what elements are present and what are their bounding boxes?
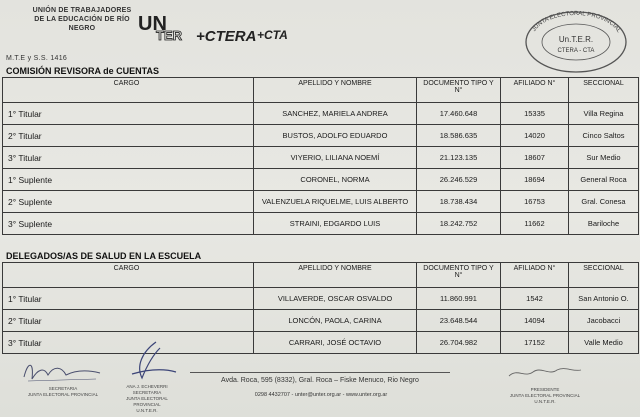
cell-seccional: Cinco Saltos — [569, 125, 639, 147]
header-cargo: CARGO — [3, 263, 254, 288]
table-row — [3, 169, 639, 191]
footer-contact: 0298 4432707 - unter@unter.org.ar - www.unter.org.ar — [254, 392, 388, 398]
table-row — [3, 310, 639, 332]
cell-cargo: 2° Titular — [3, 310, 254, 332]
cell-cargo: 1° Titular — [3, 103, 254, 125]
cell-documento: 18.242.752 — [417, 213, 501, 235]
cell-documento: 11.860.991 — [417, 288, 501, 310]
cell-afiliado: 14020 — [501, 125, 569, 147]
cell-documento: 26.704.982 — [417, 332, 501, 354]
cell-seccional: Jacobacci — [569, 310, 639, 332]
footer-divider — [190, 372, 450, 373]
union-line-2: DE LA EDUCACIÓN DE RÍO NEGRO — [34, 16, 130, 32]
cell-afiliado: 16753 — [501, 191, 569, 213]
electoral-stamp — [524, 10, 628, 74]
signature-middle — [112, 338, 182, 388]
header-documento: DOCUMENTO TIPO Y N° — [417, 263, 501, 288]
unter-logo — [138, 10, 188, 44]
sig-right-line-3: U.N.T.E.R. — [534, 399, 556, 404]
cell-seccional: Villa Regina — [569, 103, 639, 125]
cell-nombre: SANCHEZ, MARIELA ANDREA — [254, 103, 417, 125]
cell-cargo: 3° Titular — [3, 147, 254, 169]
svg-text:JUNTA ELECTORAL PROVINCIAL — [531, 11, 622, 34]
cell-cargo: 1° Suplente — [3, 169, 254, 191]
cell-nombre: CARRARI, JOSÉ OCTAVIO — [254, 332, 417, 354]
cell-documento: 17.460.648 — [417, 103, 501, 125]
salud-table — [2, 262, 639, 354]
sig-left-line-2: JUNTA ELECTORAL PROVINCIAL — [27, 392, 99, 397]
sig-mid-line-4: U.N.T.E.R. — [136, 408, 158, 413]
cell-nombre: VIYERIO, LILIANA NOEMÍ — [254, 147, 417, 169]
header-seccional: SECCIONAL — [569, 78, 639, 103]
sig-right-line-1: PRESIDENTE — [530, 387, 560, 392]
cell-seccional: Sur Medio — [569, 147, 639, 169]
cell-documento: 18.738.434 — [417, 191, 501, 213]
cell-nombre: STRAINI, EDGARDO LUIS — [254, 213, 417, 235]
cell-seccional: General Roca — [569, 169, 639, 191]
revisora-header-row — [3, 78, 639, 103]
cell-nombre: VILLAVERDE, OSCAR OSVALDO — [254, 288, 417, 310]
header-nombre: APELLIDO Y NOMBRE — [254, 78, 417, 103]
salud-title: DELEGADOS/AS DE SALUD EN LA ESCUELA — [6, 251, 202, 261]
union-name — [22, 6, 142, 33]
table-row — [3, 332, 639, 354]
table-row — [3, 125, 639, 147]
header-cargo: CARGO — [3, 78, 254, 103]
stamp-ctera: CTERA - CTA — [557, 48, 595, 54]
table-row — [3, 191, 639, 213]
stamp-arc-text: JUNTA ELECTORAL PROVINCIAL — [531, 10, 622, 34]
cell-documento: 18.586.635 — [417, 125, 501, 147]
svg-text:UN: UN — [138, 13, 167, 35]
table-row — [3, 213, 639, 235]
cell-seccional: Bariloche — [569, 213, 639, 235]
cell-afiliado: 18694 — [501, 169, 569, 191]
cell-documento: 23.648.544 — [417, 310, 501, 332]
sig-right-line-2: JUNTA ELECTORAL PROVINCIAL — [509, 393, 581, 398]
cell-nombre: CORONEL, NORMA — [254, 169, 417, 191]
footer-address: Avda. Roca, 595 (8332), Gral. Roca – Fiske Menuco, Rio Negro — [221, 377, 419, 384]
header-seccional: SECCIONAL — [569, 263, 639, 288]
table-row — [3, 288, 639, 310]
salud-header-row — [3, 263, 639, 288]
sig-mid-line-1: ANA J. ECHEVERRI — [126, 384, 168, 389]
cell-cargo: 2° Titular — [3, 125, 254, 147]
cell-nombre: VALENZUELA RIQUELME, LUIS ALBERTO — [254, 191, 417, 213]
cell-nombre: LONCÓN, PAOLA, CARINA — [254, 310, 417, 332]
cell-cargo: 3° Suplente — [3, 213, 254, 235]
sig-mid-line-3: JUNTA ELECTORAL PROVINCIAL — [126, 396, 168, 407]
revisora-table — [2, 77, 639, 235]
cell-documento: 21.123.135 — [417, 147, 501, 169]
cell-cargo: 3° Titular — [3, 332, 254, 354]
cell-afiliado: 11662 — [501, 213, 569, 235]
registry-number: M.T.E y S.S. 1416 — [6, 55, 68, 62]
cell-cargo: 1° Titular — [3, 288, 254, 310]
sig-right-text — [500, 387, 590, 405]
signature-right — [505, 358, 585, 390]
cell-afiliado: 17152 — [501, 332, 569, 354]
cell-seccional: Valle Medio — [569, 332, 639, 354]
header-documento: DOCUMENTO TIPO Y N° — [417, 78, 501, 103]
ctera-logo: +CTERA — [196, 28, 257, 45]
cell-afiliado: 18607 — [501, 147, 569, 169]
sig-left-text — [18, 386, 108, 398]
sig-left-line-1: SECRETARIA — [48, 386, 78, 391]
cell-nombre: BUSTOS, ADOLFO EDUARDO — [254, 125, 417, 147]
header-afiliado: AFILIADO N° — [501, 263, 569, 288]
cell-documento: 26.246.529 — [417, 169, 501, 191]
stamp-unter: Un.T.E.R. — [558, 35, 594, 44]
svg-text:TER: TER — [156, 28, 182, 43]
table-row — [3, 147, 639, 169]
sig-middle-text — [112, 384, 182, 414]
sig-mid-line-2: SECRETARIA — [132, 390, 162, 395]
header-afiliado: AFILIADO N° — [501, 78, 569, 103]
header-nombre: APELLIDO Y NOMBRE — [254, 263, 417, 288]
cell-seccional: Gral. Conesa — [569, 191, 639, 213]
cta-logo: +CTA — [257, 28, 288, 42]
union-line-1: UNIÓN DE TRABAJADORES — [32, 7, 132, 14]
revisora-title: COMISIÓN REVISORA de CUENTAS — [6, 66, 160, 76]
cell-afiliado: 15335 — [501, 103, 569, 125]
cell-seccional: San Antonio O. — [569, 288, 639, 310]
cell-cargo: 2° Suplente — [3, 191, 254, 213]
cell-afiliado: 14094 — [501, 310, 569, 332]
table-row — [3, 103, 639, 125]
cell-afiliado: 1542 — [501, 288, 569, 310]
